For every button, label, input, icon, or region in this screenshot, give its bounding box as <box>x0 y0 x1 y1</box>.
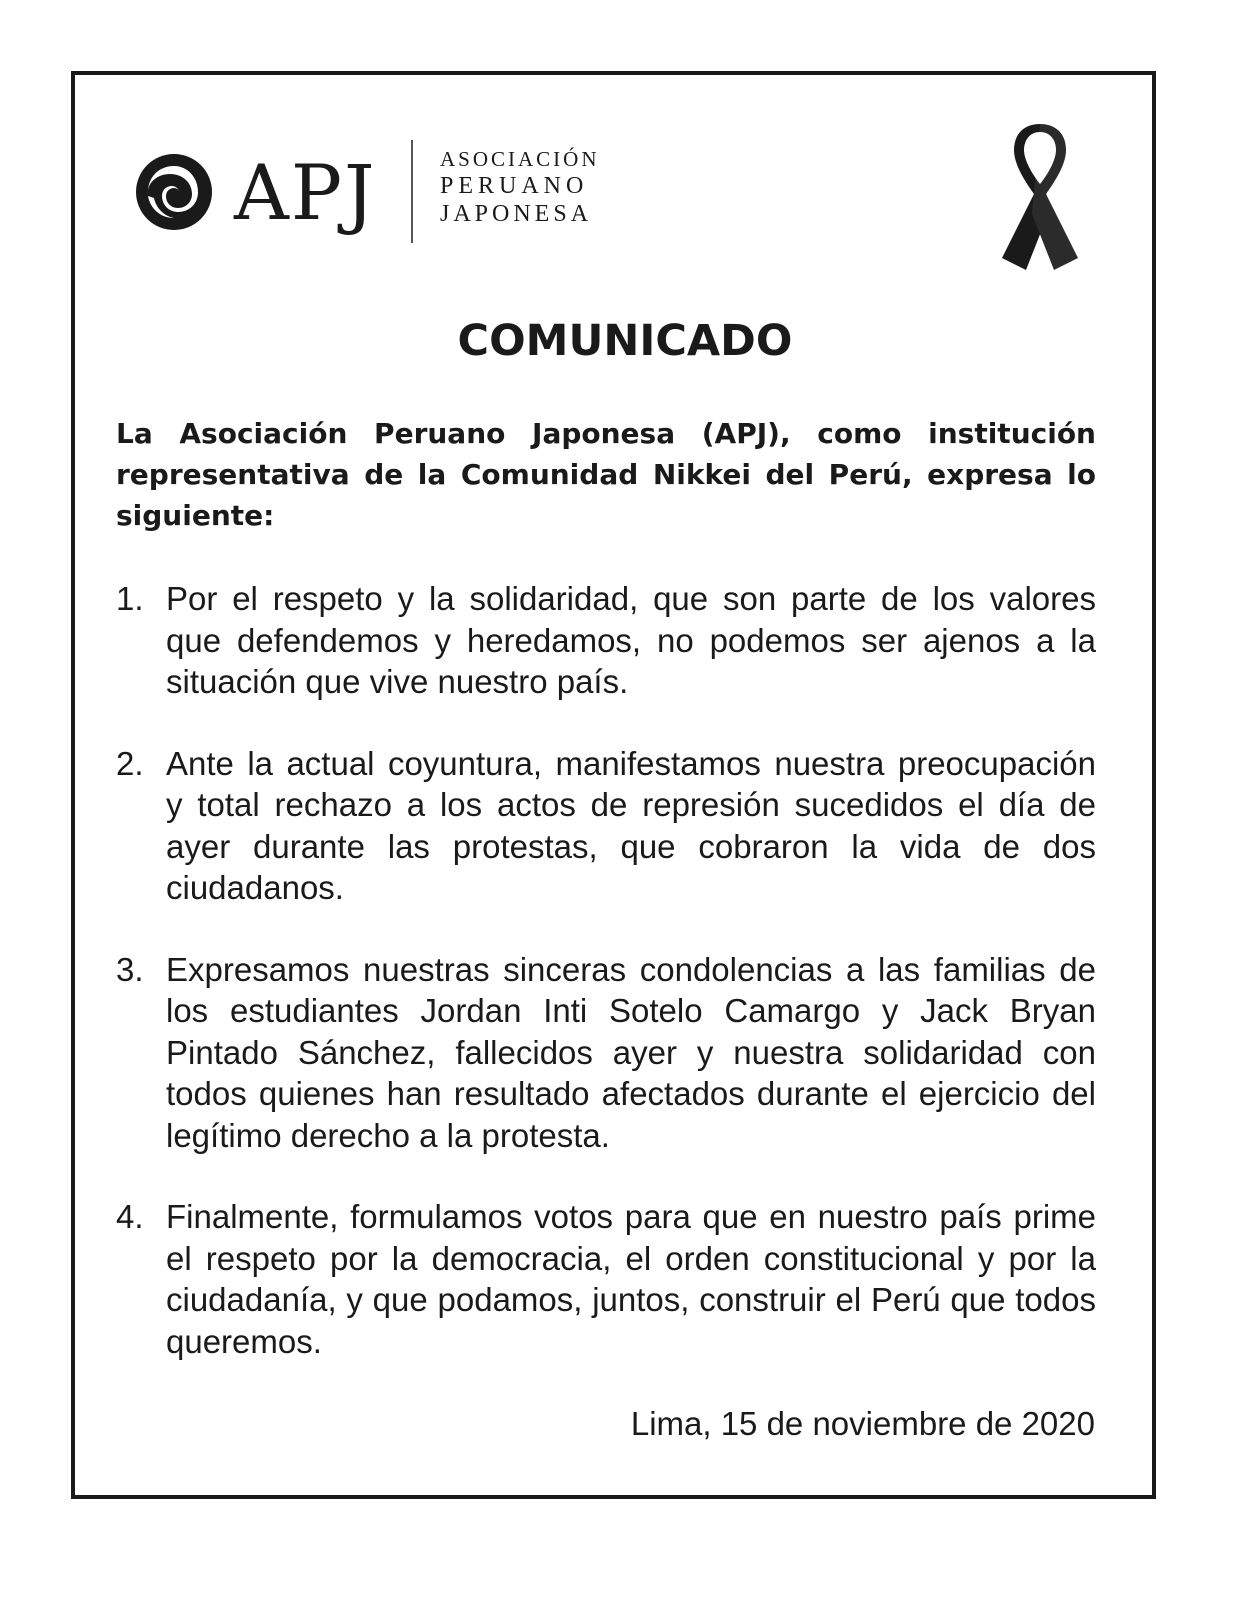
item-number: 1. <box>116 580 144 617</box>
list-item <box>116 1196 1096 1362</box>
logo-name-line-3: JAPONESA <box>440 201 593 227</box>
intro-paragraph: La Asociación Peruano Japonesa (APJ), como institución representativa de la Comunidad Nikkei del Perú, expresa lo siguiente: <box>116 417 1096 532</box>
item-number: 4. <box>116 1198 144 1235</box>
logo-acronym: APJ <box>234 148 377 237</box>
item-number: 3. <box>116 950 144 988</box>
item-text: Ante la actual coyuntura, manifestamos nuestra preocupación y total rechazo a los actos de represión sucedidos el día de ayer durante las protestas, que cobraron la vida de dos ciudadanos. <box>166 744 1096 906</box>
item-text: Por el respeto y la solidaridad, que son parte de los valores que defendemos y heredamos, no podemos ser ajenos a la situación que vive nuestro país. <box>166 580 1096 700</box>
statement-list <box>116 578 1096 1402</box>
item-number: 2. <box>116 744 144 782</box>
date-line: Lima, 15 de noviembre de 2020 <box>630 1405 1095 1442</box>
logo-organization-name <box>440 146 600 228</box>
item-text: Finalmente, formulamos votos para que en nuestro país prime el respeto por la democracia, el orden constitucional y por la ciudadanía, y que podamos, juntos, construir el Perú que todos queremos. <box>166 1198 1096 1360</box>
logo-name-line-2: PERUANO <box>440 173 589 199</box>
apj-swirl-icon <box>134 152 214 232</box>
list-item <box>116 743 1096 909</box>
item-text: Expresamos nuestras sinceras condolencias a las familias de los estudiantes Jordan Inti Sotelo Camargo y Jack Bryan Pintado Sánchez, fallecidos ayer y nuestra solidaridad con todos quienes han resultado afectados durante el ejercicio del legítimo derecho a la protesta. <box>166 950 1096 1154</box>
logo-divider <box>411 140 413 243</box>
list-item <box>116 949 1096 1157</box>
logo-name-line-1: ASOCIACIÓN <box>440 147 600 171</box>
document-title: COMUNICADO <box>457 316 793 366</box>
mourning-ribbon-icon <box>990 118 1090 273</box>
list-item <box>116 578 1096 703</box>
